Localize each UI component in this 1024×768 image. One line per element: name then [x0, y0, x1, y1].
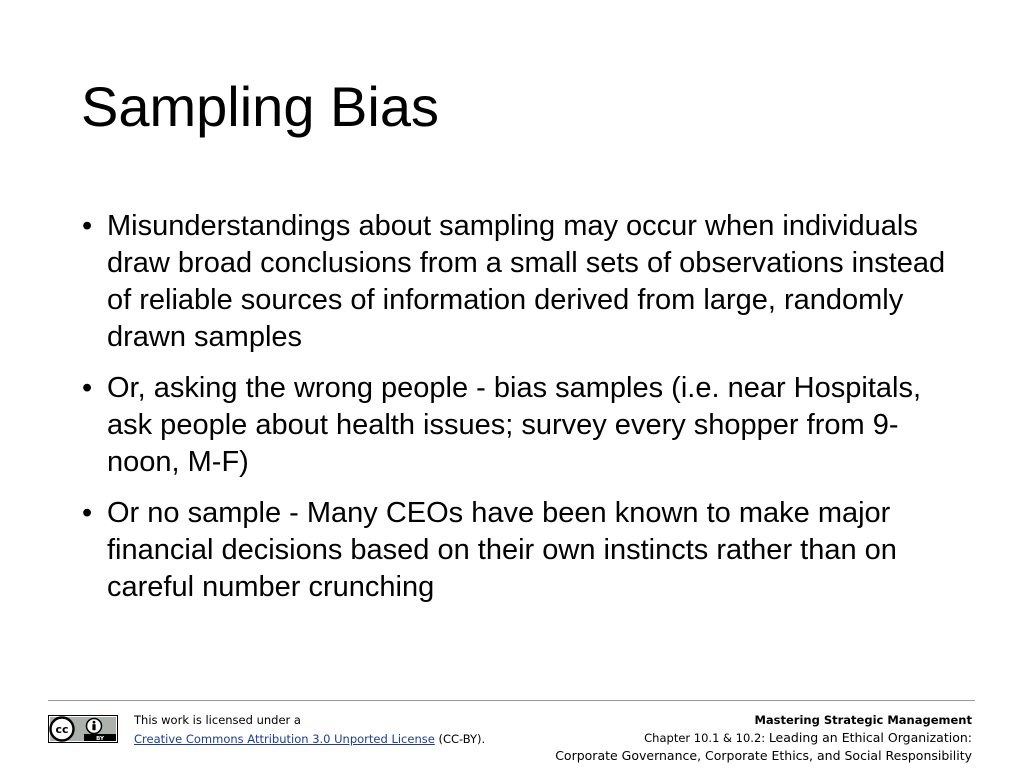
license-link[interactable]: Creative Commons Attribution 3.0 Unported License: [134, 732, 435, 746]
chapter-topic-continued: Corporate Governance, Corporate Ethics, and Social Responsibility: [555, 748, 972, 763]
bullet-item: [82, 495, 952, 606]
bullet-text: Or, asking the wrong people - bias samples (i.e. near Hospitals, ask people about health issues; survey every shopper from 9-noon, M-F): [107, 372, 922, 478]
license-line: [134, 730, 485, 749]
book-title: Mastering Strategic Management: [754, 713, 972, 727]
chapter-topic: Leading an Ethical Organization:: [768, 730, 972, 745]
license-notice: [134, 711, 485, 749]
slide-title: Sampling Bias: [81, 75, 439, 138]
cc-label: cc: [55, 723, 69, 736]
book-credit: [555, 711, 972, 765]
license-suffix: (CC-BY).: [434, 732, 486, 746]
bullet-text: Misunderstandings about sampling may occur when individuals draw broad conclusions from a small sets of observations instead of reliable sources of information derived from large, randomly drawn samples: [107, 210, 946, 353]
license-intro: This work is licensed under a: [134, 713, 301, 727]
bullet-marker: •: [82, 210, 93, 242]
chapter-prefix: Chapter 10.1 & 10.2:: [644, 731, 769, 745]
creative-commons-by-icon[interactable]: [48, 715, 118, 743]
chapter-line: [555, 729, 972, 747]
bullet-item: [82, 370, 952, 481]
bullet-marker: •: [82, 372, 93, 404]
bullet-item: [82, 208, 952, 356]
bullet-list: [82, 208, 952, 620]
footer-divider: [48, 700, 975, 701]
bullet-marker: •: [82, 497, 93, 529]
by-label: BY: [96, 736, 104, 742]
bullet-text: Or no sample - Many CEOs have been known to make major financial decisions based on their own instincts rather than on careful number crunching: [107, 497, 897, 603]
